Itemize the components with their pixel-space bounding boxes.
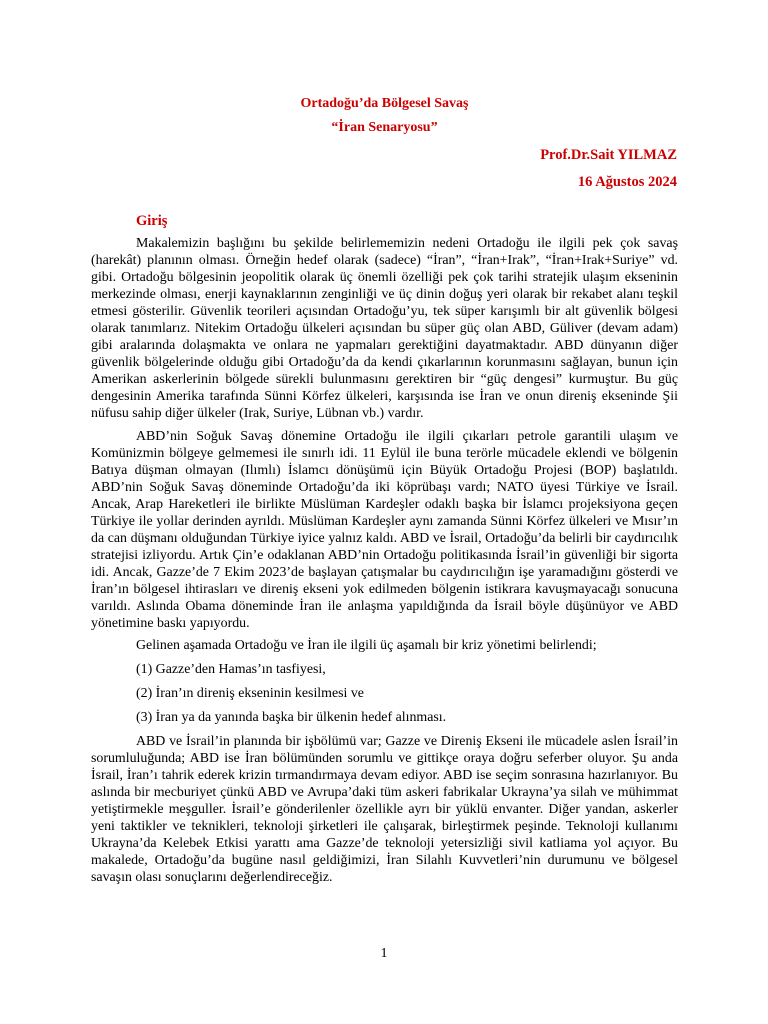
list-item: (3) İran ya da yanında başka bir ülkenin hedef alınması. [136,710,447,726]
document-title: Ortadoğu’da Bölgesel Savaş [300,96,469,111]
closing-paragraph: ABD ve İsrail’in planında bir işbölümü var; Gazze ve Direniş Ekseni ile mücadele aslen İsrail’in sorumluluğunda; ABD ise İran bölümünden sorumlu ve gittikçe oraya doğru seferber oluyor. Şu anda İsrail, İran’ı tahrik ederek krizin tırmandırmaya devam ediyor. ABD ise seçim sonrasına hazırlanıyor. Bu aslında bir mecburiyet çünkü ABD ve Avrupa’daki tüm askeri fabrikalar Ukrayna’ya silah ve mühimmat yetiştirmekle meşguller. İsrail’e gönderilenler özellikle ayrı bir yüklü envanter. Diğer yandan, askerler yeni taktikler ve teknikleri, teknoloji şirketleri ile çalışarak, birleştirmek peşinde. Teknoloji kullanımı Ukrayna’da Kelebek Etkisi yarattı ama Gazze’de teknoloji yetersizliği sivil katliama yol açıyor. Bu makalede, Ortadoğu’da bugüne nasıl geldiğimizi, İran Silahlı Kuvvetleri’nin durumunu ve bölgesel savaşın olası sonuçlarını değerlendireceğiz. [91,734,678,886]
document-date: 16 Ağustos 2024 [577,174,677,190]
section-heading-giris: Giriş [136,213,168,229]
paragraph-2: ABD’nin Soğuk Savaş dönemine Ortadoğu ile ilgili çıkarları petrole garantili ulaşım ve Komünizmin bölgeye gelmemesi ile sınırlı idi. 11 Eylül ile buna terörle mücadele eklendi ve bölgenin Batıya düşman olmayan (Ilımlı) İslamcı dönüşümü için Büyük Ortadoğu Projesi (BOP) başlatıldı. ABD’nin Soğuk Savaş döneminde Ortadoğu’da iki köprübaşı vardı; NATO üyesi Türkiye ve İsrail. Ancak, Arap Hareketleri ile birlikte Müslüman Kardeşler odaklı başka bir İslamcı projeksiyona geçen Türkiye ile yollar derinden ayrıldı. Müslüman Kardeşler aynı zamanda Sünni Körfez ülkeleri ve Mısır’ın da can düşmanı olduğundan Türkiye iyice yalnız kaldı. ABD ve İsrail, Ortadoğu’da belirli bir caydırıcılık stratejisi izliyordu. Artık Çin’e odaklanan ABD’nin Ortadoğu politikasında İsrail’in güvenliği bir sigorta idi. Ancak, Gazze’de 7 Ekim 2023’de başlayan çatışmalar bu caydırıcılığın işe yaramadığını gösterdi ve İran’ın bölgesel ihtirasları ve direniş ekseni yok edilmeden bölgenin istikrara kavuşmayacağı sonucuna varıldı. Aslında Obama döneminde İran ile anlaşma yapıldığında da İsrail böyle düşünüyor ve ABD yönetimine baskı yapıyordu. [91,428,678,632]
author-name: Prof.Dr.Sait YILMAZ [540,147,677,163]
document-subtitle: “İran Senaryosu” [331,120,438,135]
list-item: (1) Gazze’den Hamas’ın tasfiyesi, [136,662,326,678]
page-number: 1 [380,946,388,961]
document-page [91,92,678,892]
list-item: (2) İran’ın direniş ekseninin kesilmesi ve [136,686,364,702]
intro-line: Gelinen aşamada Ortadoğu ve İran ile ilgili üç aşamalı bir kriz yönetimi belirlendi; [136,638,597,654]
paragraph-1: Makalemizin başlığını bu şekilde belirlememizin nedeni Ortadoğu ile ilgili pek çok savaş (harekât) planının olması. Örneğin hedef olarak (sadece) “İran”, “İran+Irak”, “İran+Irak+Suriye” vd. gibi. Ortadoğu bölgesinin jeopolitik olarak üç önemli özelliği pek çok tarihi stratejik ulaşım ekseninin merkezinde olması, enerji kaynaklarının zenginliği ve üç dinin doğuş yeri olarak bir rekabet alanı teşkil etmesi gösterilir. Güvenlik teorileri açısından Ortadoğu’yu, tek süper karışımlı bir alt güvenlik bölgesi olarak tanımlarız. Nitekim Ortadoğu ülkeleri açısından bu süper güç olan ABD, Güliver (devam adam) gibi aralarında dolaşmakta ve onlara ne yapmaları gerektiğini dayatmaktadır. ABD dünyanın diğer güvenlik bölgelerinde olduğu gibi Ortadoğu’da da kendi çıkarlarının korunmasını sağlayan, bunun için Amerikan askerlerinin bölgede sürekli bulunmasını gerektiren bir “güç dengesi” kurmuştur. Bu güç dengesinin Amerika tarafında Sünni Körfez ülkeleri, karşısında ise İran ve onun direniş ekseninde Şii nüfusu sahip diğer ülkeler (Irak, Suriye, Lübnan vb.) vardır. [91,236,678,422]
